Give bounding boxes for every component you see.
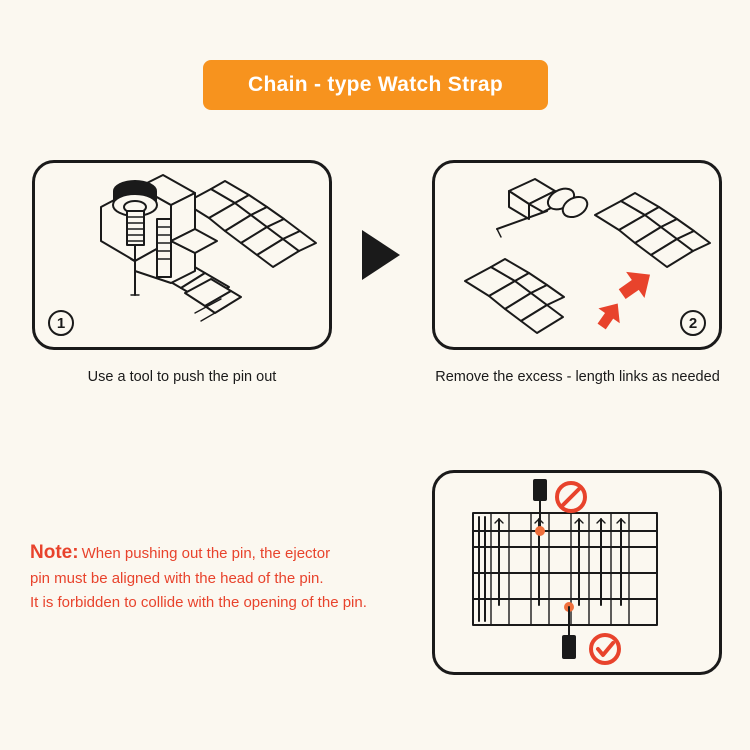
check-circle-icon <box>591 635 619 663</box>
page-title-banner <box>203 60 548 110</box>
note-label: Note: <box>30 542 79 563</box>
red-arrow-up-right <box>613 261 659 307</box>
flow-arrow <box>356 228 406 282</box>
note-text-3: It is forbidden to collide with the opening of the pin. <box>30 593 367 611</box>
note-line-1 <box>30 538 420 567</box>
prohibited-icon <box>557 483 585 511</box>
pin-alignment-detail-panel <box>432 470 722 675</box>
note-text-2: pin must be aligned with the head of the pin. <box>30 570 324 588</box>
step-2-caption: Remove the excess - length links as needed <box>435 369 720 385</box>
chevron-right-arrow-icon <box>356 228 406 282</box>
red-arrow-up-left <box>591 296 628 334</box>
step-1-caption: Use a tool to push the pin out <box>87 369 277 385</box>
pin-alignment-illustration <box>435 473 719 672</box>
step-1-panel <box>32 160 332 350</box>
note-block <box>30 538 420 614</box>
step-2-illustration <box>435 163 719 347</box>
note-text-1: When pushing out the pin, the ejector <box>81 545 331 562</box>
step-2-panel <box>432 160 722 350</box>
step-1-badge: 1 <box>48 310 74 336</box>
step-2-badge: 2 <box>680 310 706 336</box>
page-title: Chain - type Watch Strap <box>248 73 503 96</box>
step-1-illustration <box>35 163 329 347</box>
